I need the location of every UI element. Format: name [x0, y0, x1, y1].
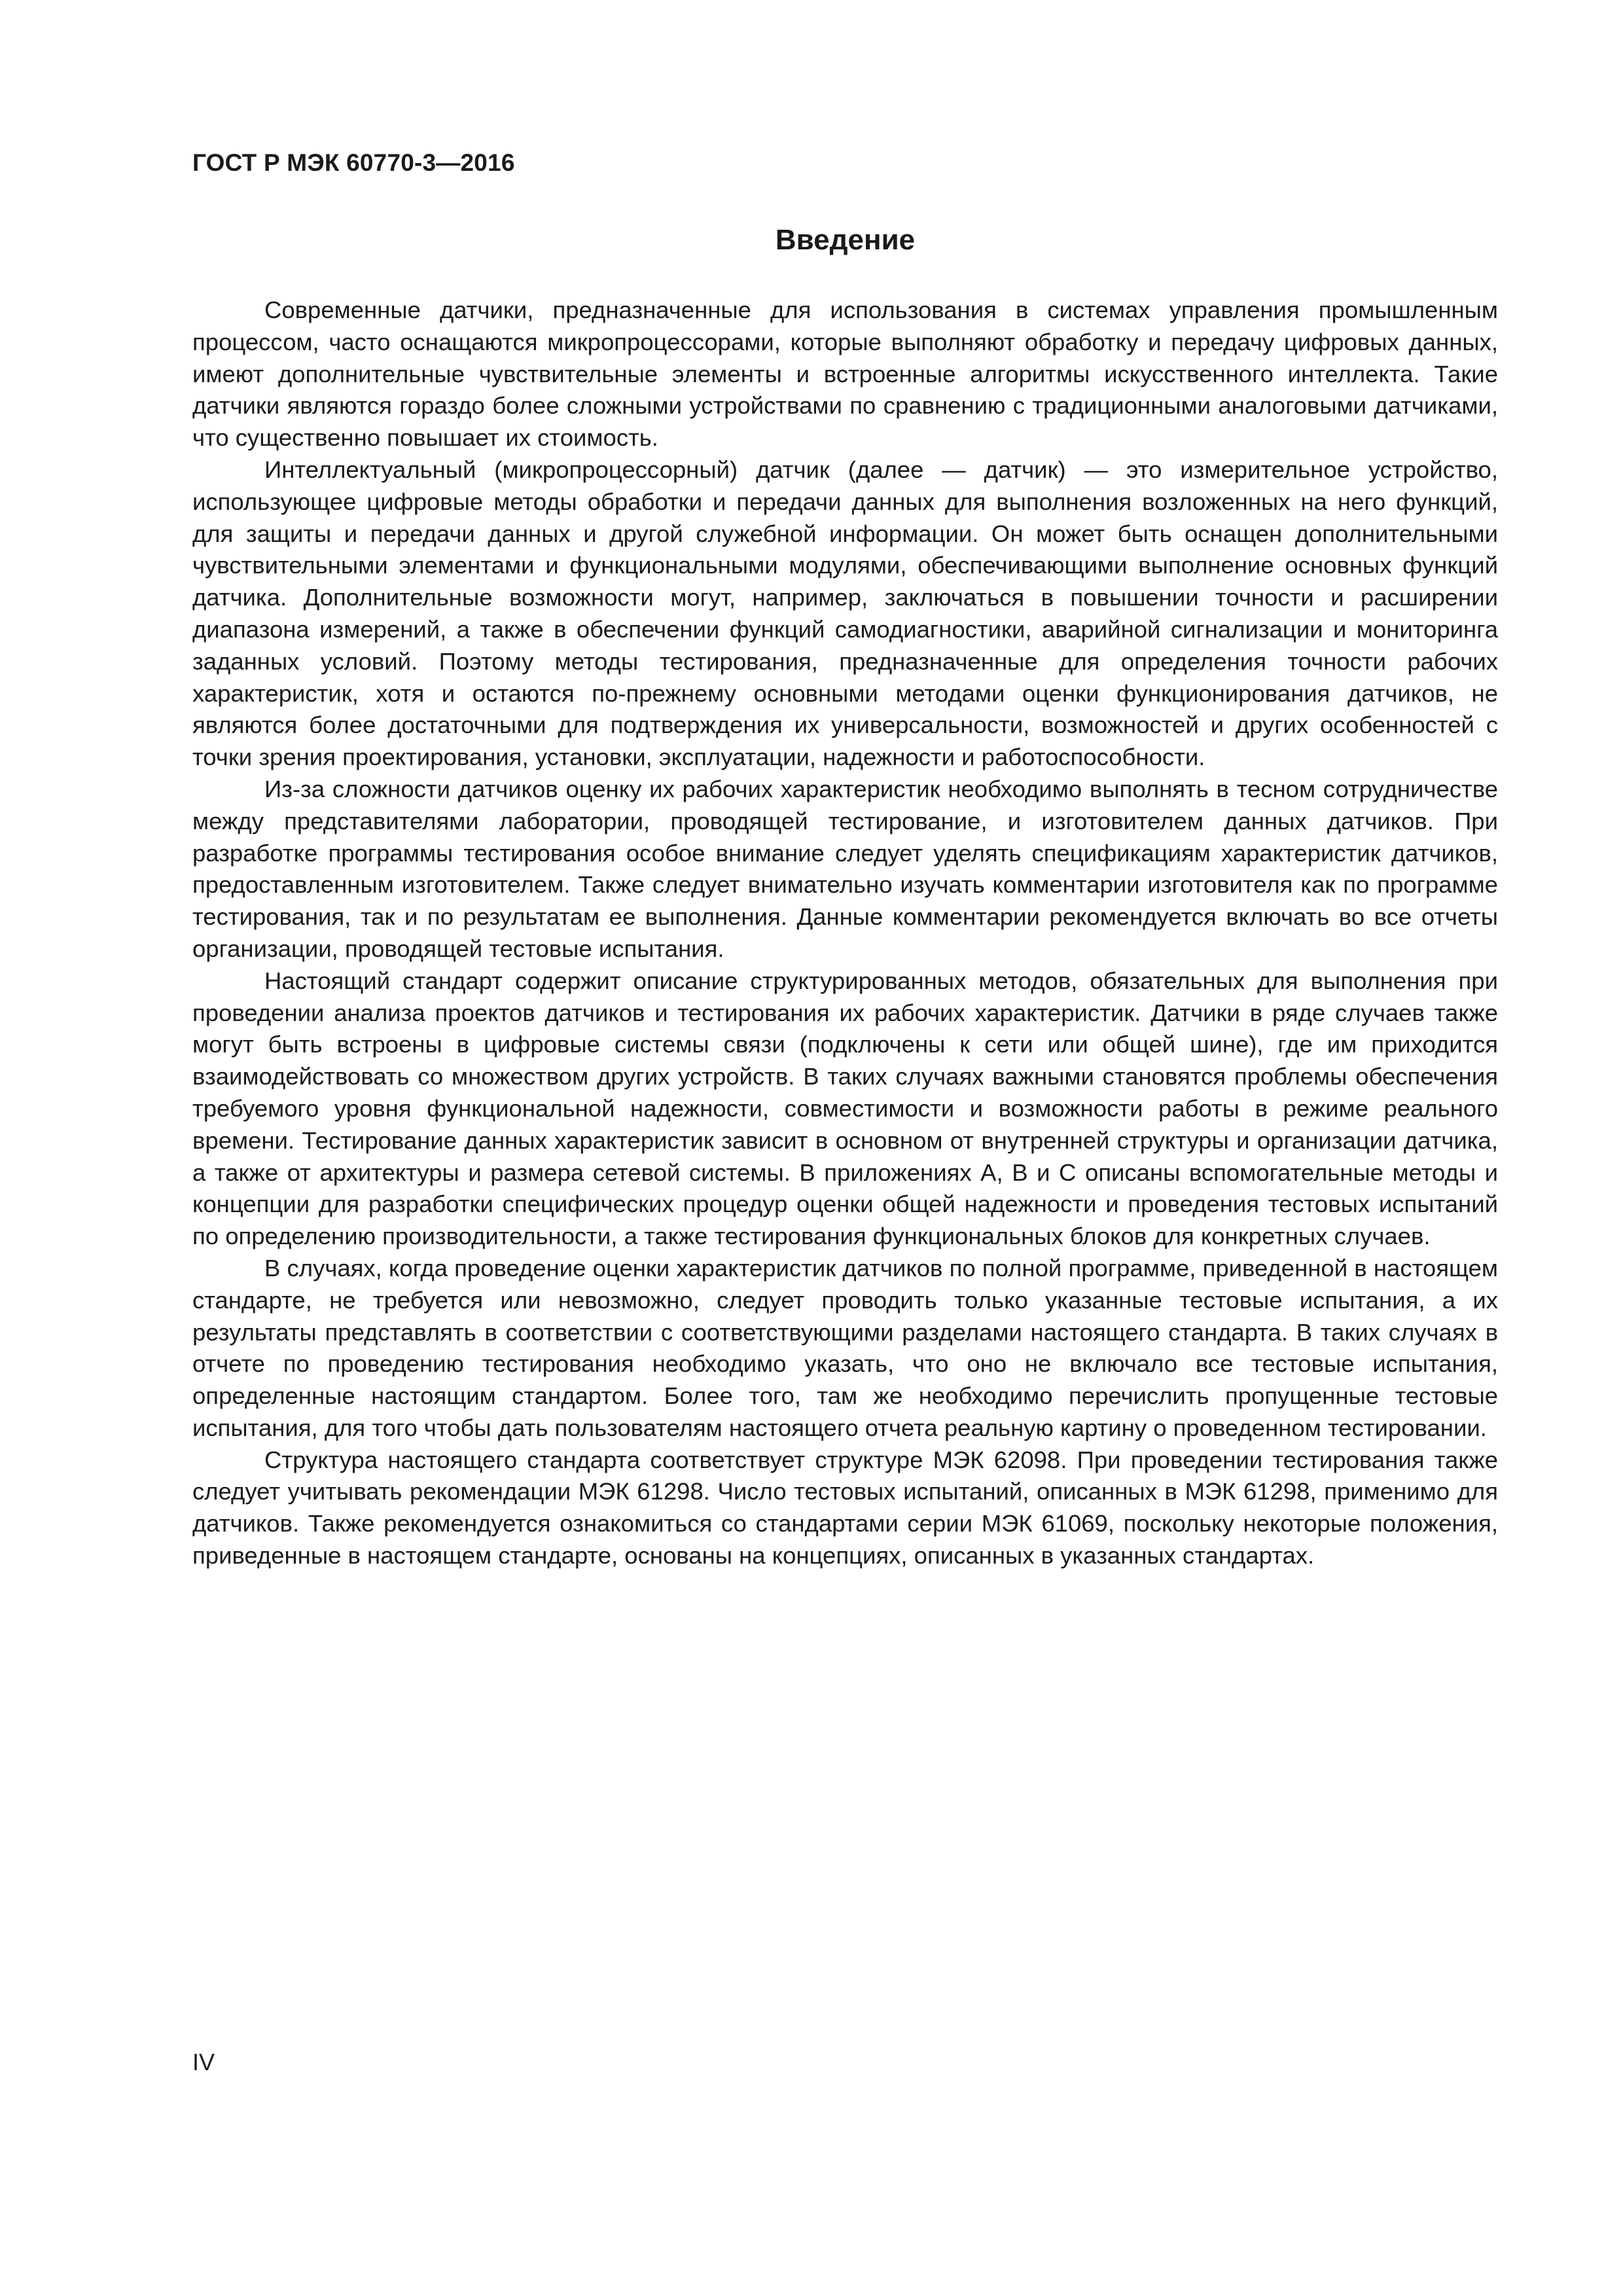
page-number: IV: [192, 2049, 215, 2075]
paragraph-3: Из-за сложности датчиков оценку их рабочих характеристик необходимо выполнять в тесном сотрудничестве между представителями лаборатории, проводящей тестирование, и изготовителем данных датчиков. При разработке программы тестирования особое внимание следует уделять спецификациям характеристик датчиков, предоставленным изготовителем. Также следует внимательно изучать комментарии изготовителя как по программе тестирования, так и по результатам ее выполнения. Данные комментарии рекомендуется включать во все отчеты организации, проводящей тестовые испытания.: [192, 775, 1498, 962]
paragraph-1: Современные датчики, предназначенные для использования в системах управления промышленным процессом, часто оснащаются микропроцессорами, которые выполняют обработку и передачу цифровых данных, имеют дополнительные чувствительные элементы и встроенные алгоритмы искусственного интеллекта. Такие датчики являются гораздо более сложными устройствами по сравнению с традиционными аналоговыми датчиками, что существенно повышает их стоимость.: [192, 296, 1498, 452]
standard-code-header: ГОСТ Р МЭК 60770-3—2016: [192, 149, 515, 176]
introduction-body: [192, 295, 1498, 1572]
paragraph-5: В случаях, когда проведение оценки характеристик датчиков по полной программе, приведенной в настоящем стандарте, не требуется или невозможно, следует проводить только указанные тестовые испытания, а их результаты представлять в соответствии с соответствующими разделами настоящего стандарта. В таких случаях в отчете по проведению тестирования необходимо указать, что оно не включало все тестовые испытания, определенные настоящим стандартом. Более того, там же необходимо перечислить пропущенные тестовые испытания, для того чтобы дать пользователям настоящего отчета реальную картину о проведенном тестировании.: [192, 1254, 1498, 1441]
paragraph-2: Интеллектуальный (микропроцессорный) датчик (далее — датчик) — это измерительное устройство, использующее цифровые методы обработки и передачи данных для выполнения возложенных на него функций, для защиты и передачи данных и другой служебной информации. Он может быть оснащен дополнительными чувствительными элементами и функциональными модулями, обеспечивающими выполнение основных функций датчика. Дополнительные возможности могут, например, заключаться в повышении точности и расширении диапазона измерений, а также в обеспечении функций самодиагностики, аварийной сигнализации и мониторинга заданных условий. Поэтому методы тестирования, предназначенные для определения точности рабочих характеристик, хотя и остаются по-прежнему основными методами оценки функционирования датчиков, не являются более достаточными для подтверждения их универсальности, возможностей и других особенностей с точки зрения проектирования, установки, эксплуатации, надежности и работоспособности.: [192, 456, 1498, 771]
paragraph-4: Настоящий стандарт содержит описание структурированных методов, обязательных для выполнения при проведении анализа проектов датчиков и тестирования их рабочих характеристик. Датчики в ряде случаев также могут быть встроены в цифровые системы связи (подключены к сети или общей шине), где им приходится взаимодействовать со множеством других устройств. В таких случаях важными становятся проблемы обеспечения требуемого уровня функциональной надежности, совместимости и возможности работы в режиме реального времени. Тестирование данных характеристик зависит в основном от внутренней структуры и организации датчика, а также от архитектуры и размера сетевой системы. В приложениях А, В и С описаны вспомогательные методы и концепции для разработки специфических процедур оценки общей надежности и проведения тестовых испытаний по определению производительности, а также тестирования функциональных блоков для конкретных случаев.: [192, 967, 1498, 1250]
paragraph-6: Структура настоящего стандарта соответствует структуре МЭК 62098. При проведении тестирования также следует учитывать рекомендации МЭК 61298. Число тестовых испытаний, описанных в МЭК 61298, применимо для датчиков. Также рекомендуется ознакомиться со стандартами серии МЭК 61069, поскольку некоторые положения, приведенные в настоящем стандарте, основаны на концепциях, описанных в указанных стандартах.: [192, 1446, 1498, 1570]
section-title: Введение: [775, 224, 916, 256]
